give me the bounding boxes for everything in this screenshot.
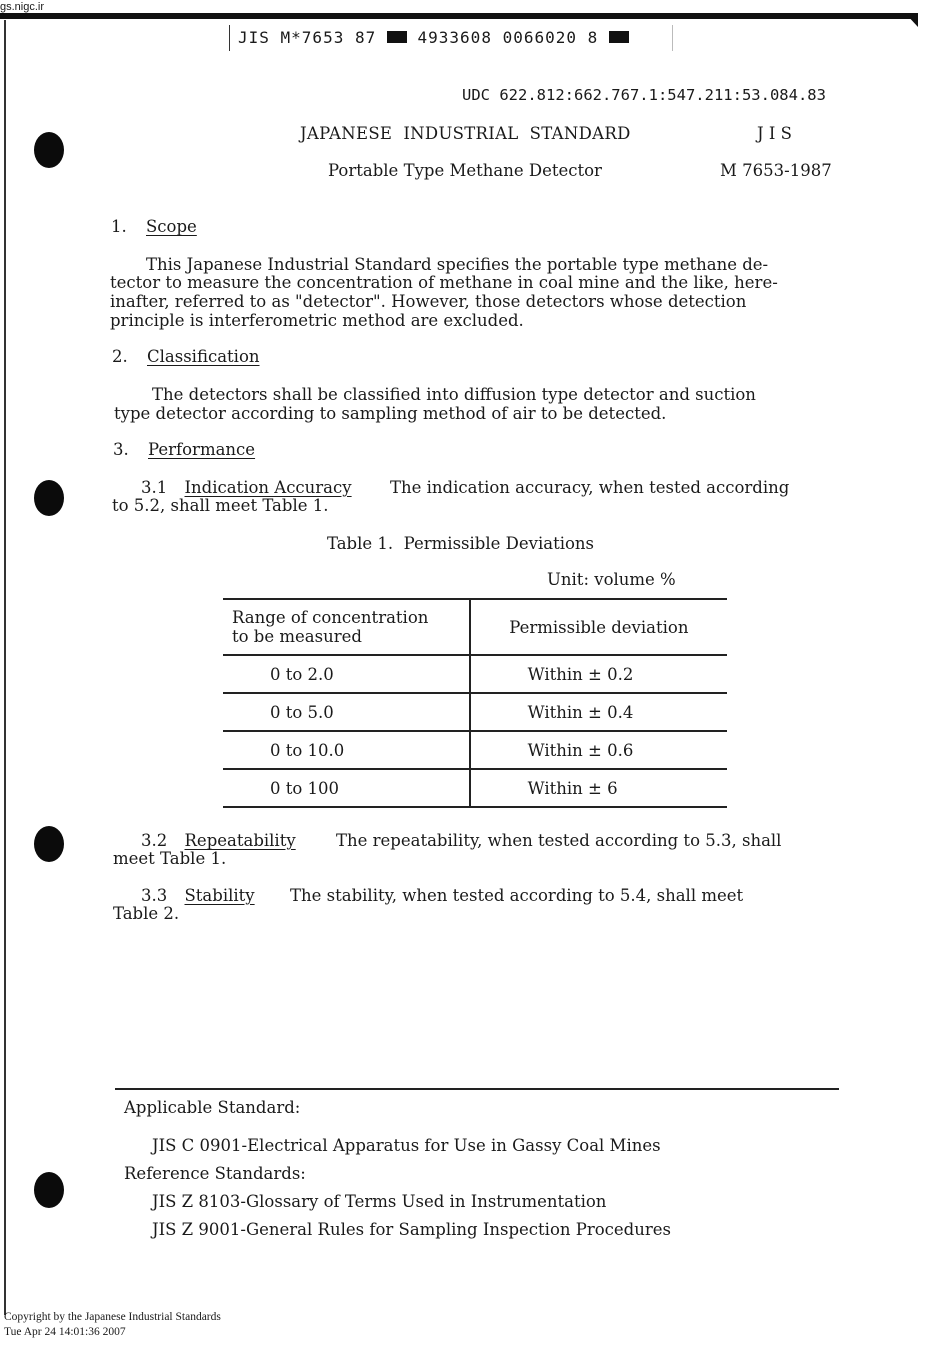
udc-code: UDC 622.812:662.767.1:547.211:53.084.83 <box>462 86 826 104</box>
section-number: 1. <box>111 217 127 236</box>
section-title: Performance <box>148 440 256 459</box>
section-number: 2. <box>112 347 128 366</box>
copyright-text: Copyright by the Japanese Industrial Standards <box>4 1311 221 1323</box>
subsection-number: 3.1 <box>141 478 168 497</box>
header-range-line2: to be measured <box>232 627 362 646</box>
header-code-part1: JIS M*7653 87 <box>238 28 377 47</box>
subsection-3-1 <box>141 478 352 497</box>
table-caption: Table 1. Permissible Deviations <box>327 534 595 553</box>
subsection-3-3-text: The stability, when tested according to 5.4, shall meet <box>290 886 744 905</box>
range-value: 0 to 10.0 <box>270 740 345 760</box>
jis-label: J I S <box>757 124 792 143</box>
reference-standard-item: JIS Z 8103-Glossary of Terms Used in Instrumentation <box>152 1192 607 1211</box>
subsection-title: Indication Accuracy <box>184 478 352 497</box>
header-code <box>238 28 629 47</box>
subsection-3-1-text: to 5.2, shall meet Table 1. <box>112 496 329 515</box>
standard-title: JAPANESE INDUSTRIAL STANDARD <box>300 124 631 143</box>
classification-line: The detectors shall be classified into diffusion type detector and suction <box>152 385 756 404</box>
top-border-corner <box>905 13 918 27</box>
range-value: 0 to 2.0 <box>270 664 334 684</box>
section-number: 3. <box>113 440 129 459</box>
deviation-value: Within ± 0.2 <box>527 664 634 684</box>
range-cell <box>223 693 470 731</box>
section-title: Scope <box>146 217 197 236</box>
document-number: M 7653-1987 <box>720 161 832 180</box>
block-mark <box>609 31 629 43</box>
scope-line: This Japanese Industrial Standard specifies the portable type methane de- <box>146 255 769 274</box>
subsection-3-2 <box>141 831 296 850</box>
deviation-cell <box>470 693 727 731</box>
deviation-cell <box>470 769 727 807</box>
range-value: 0 to 100 <box>270 778 340 798</box>
left-border <box>4 20 6 1315</box>
reference-standards-label: Reference Standards: <box>124 1164 306 1183</box>
footnote-divider <box>115 1088 839 1090</box>
reference-standard-item: JIS Z 9001-General Rules for Sampling Inspection Procedures <box>152 1220 671 1239</box>
table-row <box>223 731 727 769</box>
punch-hole <box>34 480 64 516</box>
timestamp-text: Tue Apr 24 14:01:36 2007 <box>4 1326 126 1338</box>
deviation-value: Within ± 0.6 <box>527 740 634 760</box>
header-range-line1: Range of concentration <box>232 608 429 627</box>
table-row <box>223 769 727 807</box>
applicable-standard-label: Applicable Standard: <box>124 1098 301 1117</box>
section-scope-heading <box>111 217 197 236</box>
subsection-3-1-text: The indication accuracy, when tested according <box>390 478 790 497</box>
table-header-cell <box>470 599 727 655</box>
deviation-cell <box>470 731 727 769</box>
section-performance-heading <box>113 440 255 459</box>
subsection-3-3-text: Table 2. <box>113 904 180 923</box>
permissible-deviation-table <box>223 598 727 808</box>
deviation-value: Within ± 0.4 <box>527 702 634 722</box>
subsection-3-2-text: The repeatability, when tested according to 5.3, shall <box>336 831 782 850</box>
header-deviation: Permissible deviation <box>509 617 689 637</box>
document-title: Portable Type Methane Detector <box>328 161 602 180</box>
table-unit: Unit: volume % <box>547 570 676 589</box>
range-value: 0 to 5.0 <box>270 702 334 722</box>
punch-hole <box>34 132 64 168</box>
range-cell <box>223 769 470 807</box>
subsection-3-2-text: meet Table 1. <box>113 849 227 868</box>
subsection-title: Stability <box>184 886 255 905</box>
range-cell <box>223 731 470 769</box>
table-row <box>223 693 727 731</box>
section-classification-heading <box>112 347 260 366</box>
deviation-cell <box>470 655 727 693</box>
classification-line: type detector according to sampling method of air to be detected. <box>114 404 667 423</box>
punch-hole <box>34 826 64 862</box>
applicable-standard-item: JIS C 0901-Electrical Apparatus for Use in Gassy Coal Mines <box>152 1136 661 1155</box>
subsection-number: 3.3 <box>141 886 168 905</box>
deviation-value: Within ± 6 <box>527 778 618 798</box>
subsection-number: 3.2 <box>141 831 168 850</box>
subsection-3-3 <box>141 886 255 905</box>
watermark: gs.nigc.ir <box>0 1 45 13</box>
table-header-cell <box>223 599 470 655</box>
table-row <box>223 655 727 693</box>
top-border <box>0 13 918 19</box>
punch-hole <box>34 1172 64 1208</box>
scope-line: inafter, referred to as "detector". However, those detectors whose detection <box>110 292 747 311</box>
scope-line: principle is interferometric method are excluded. <box>110 311 524 330</box>
table-header-row <box>223 599 727 655</box>
block-mark <box>387 31 407 43</box>
header-code-part2: 4933608 0066020 8 <box>417 28 599 47</box>
range-cell <box>223 655 470 693</box>
subsection-title: Repeatability <box>184 831 296 850</box>
scope-line: tector to measure the concentration of methane in coal mine and the like, here- <box>110 273 778 292</box>
section-title: Classification <box>147 347 260 366</box>
